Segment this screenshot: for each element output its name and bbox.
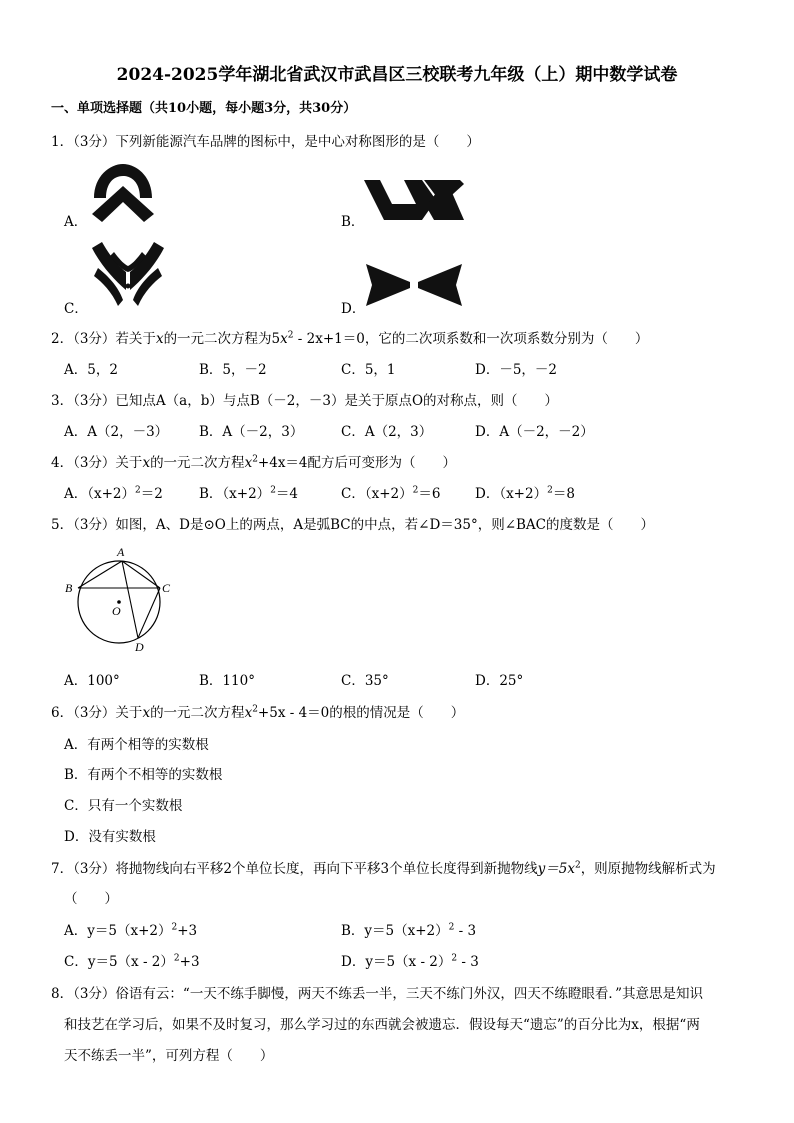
q3-option-a: A．A（2，－3） (64, 424, 169, 440)
q7-option-b: B．$y=5(x+2)^2 - 3$ (341, 922, 477, 939)
q4-option-a: A．$(x+2)^2=2$ (64, 485, 163, 502)
q3-option-b: B．A（－2，3） (199, 424, 304, 440)
section-heading: 一、单项选择题（共10小题，每小题3分，共30分） (51, 101, 357, 116)
q2-option-c: C．5，1 (341, 362, 396, 378)
q1-stem: 1．（3分）下列新能源汽车品牌的图标中，是中心对称图形的是（ ） (51, 134, 480, 150)
circle-geometry-diagram (62, 542, 182, 658)
q4-stem: 4．（3分）关于x的一元二次方程$x^2+4x=4$配方后可变形为（ ） (51, 454, 457, 471)
q5-option-b: B．110° (199, 673, 255, 689)
logo-b-icon (364, 178, 464, 222)
q8-stem-line2: 和技艺在学习后，如果不及时复习，那么学习过的东西就会被遗忘．假设每天“遗忘”的百分比为x，根据“两 (64, 1017, 700, 1033)
q1-option-c-label: C． (64, 301, 88, 317)
q4-option-b: B．$(x+2)^2=4$ (199, 485, 299, 502)
q1-option-a-label: A． (64, 214, 88, 230)
point-label-c: C (162, 581, 171, 595)
exam-title: 2024-2025学年湖北省武汉市武昌区三校联考九年级（上）期中数学试卷 (116, 65, 678, 85)
q2-option-b: B．5，－2 (199, 362, 267, 378)
q2-option-a: A．5，2 (64, 362, 118, 378)
q8-stem-line3: 天不练丢一半”，可列方程（ ） (64, 1048, 274, 1064)
q6-option-a: A．有两个相等的实数根 (64, 737, 209, 753)
q5-option-a: A．100° (64, 673, 120, 689)
logo-a-icon (88, 162, 158, 224)
q3-option-c: C．A（2，3） (341, 424, 433, 440)
q1-option-d-label: D． (341, 301, 366, 317)
q2-stem: 2．（3分）若关于x的一元二次方程为$5x^2 - 2x+1=0$，它的二次项系数和一次项系数分别为（ ） (51, 330, 649, 347)
q6-option-b: B．有两个不相等的实数根 (64, 767, 223, 783)
q6-stem: 6．（3分）关于x的一元二次方程$x^2+5x - 4=0$的根的情况是（ ） (51, 704, 465, 721)
q7-answer-paren: （ ） (64, 891, 118, 907)
q3-stem: 3．（3分）已知点A（a，b）与点B（－2，－3）是关于原点O的对称点，则（ ） (51, 393, 559, 409)
point-label-d: D (135, 640, 144, 654)
point-label-o: O (112, 604, 121, 618)
q4-option-d: D．$(x+2)^2=8$ (475, 485, 575, 502)
q7-stem: 7．（3分）将抛物线向右平移2个单位长度，再向下平移3个单位长度得到新抛物线$y=5x^2$，则原抛物线解析式为 (51, 860, 716, 877)
point-label-b: B (65, 581, 73, 595)
q1-option-b-label: B． (341, 214, 365, 230)
logo-d-icon (366, 262, 462, 308)
q7-option-a: A．$y=5(x+2)^2+3$ (64, 922, 198, 939)
q3-option-d: D．A（－2，－2） (475, 424, 594, 440)
q8-stem-line1: 8．（3分）俗语有云：“一天不练手脚慢，两天不练丢一半，三天不练门外汉，四天不练瞪眼看．”其意思是知识 (51, 986, 703, 1002)
point-label-a: A (117, 545, 125, 559)
q7-option-d: D．y＝5（x - 2）$^2$ - 3 (341, 953, 479, 970)
logo-c-icon (90, 242, 166, 308)
q5-stem: 5．（3分）如图，A、D是⊙O上的两点，A是弧BC的中点，若∠D＝35°，则∠BAC的度数是（ ） (51, 517, 655, 533)
q2-option-d: D．－5，－2 (475, 362, 558, 378)
q5-option-c: C．35° (341, 673, 389, 689)
q7-option-c: C．y＝5（x - 2）$^2$+3 (64, 953, 200, 970)
q6-option-c: C．只有一个实数根 (64, 798, 183, 814)
q6-option-d: D．没有实数根 (64, 829, 156, 845)
q4-option-c: C．$(x+2)^2=6$ (341, 485, 441, 502)
q5-option-d: D．25° (475, 673, 524, 689)
